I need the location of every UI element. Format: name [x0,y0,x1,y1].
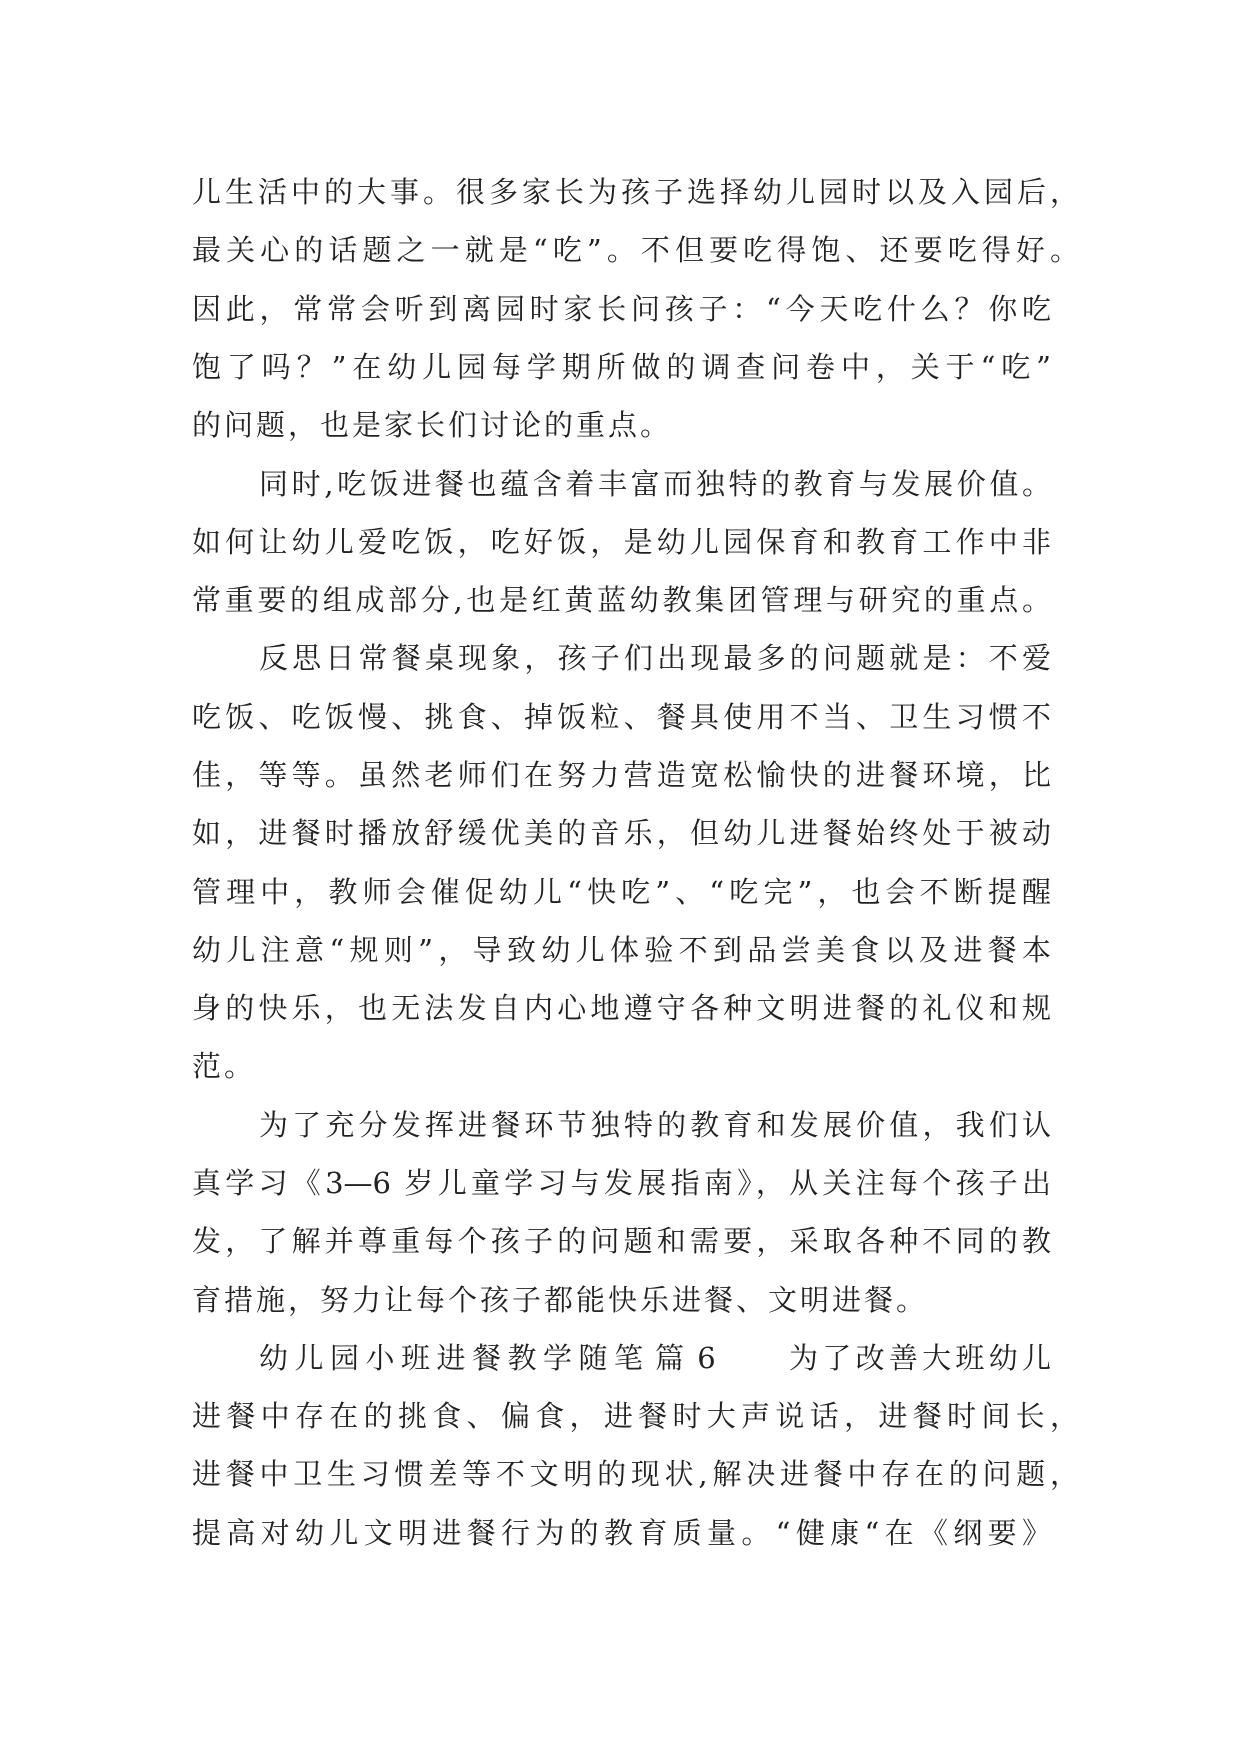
text-line: 如何让幼儿爱吃饭，吃好饭，是幼儿园保育和教育工作中非 [192,525,1051,559]
text-line: 进餐中存在的挑食、偏食，进餐时大声说话，进餐时间长， [192,1399,1079,1433]
text-line: 进餐中卫生习惯差等不文明的现状,解决进餐中存在的问题， [192,1457,1079,1491]
section-label: 篇 6 [655,1341,718,1375]
text-line: 最关心的话题之一就是“吃”。不但要吃得饱、还要吃得好。 [192,233,1079,267]
text-line: 如，进餐时播放舒缓优美的音乐，但幼儿进餐始终处于被动 [192,816,1051,850]
text-line: 真学习《3—6 岁儿童学习与发展指南》，从关注每个孩子出 [192,1166,1051,1200]
text-line: 发，了解并尊重每个孩子的问题和需要，采取各种不同的教 [192,1224,1051,1258]
section-title: 幼儿园小班进餐教学随笔 [259,1341,643,1375]
text-line: 吃饭、吃饭慢、挑食、掉饭粒、餐具使用不当、卫生习惯不 [192,700,1051,734]
text-line: 为了充分发挥进餐环节独特的教育和发展价值，我们认 [259,1108,1051,1142]
text-line: 育措施，努力让每个孩子都能快乐进餐、文明进餐。 [192,1283,929,1317]
text-line: 管理中，教师会催促幼儿“快吃”、“吃完”，也会不断提醒 [192,875,1051,909]
text-line: 因此，常常会听到离园时家长问孩子：“今天吃什么？你吃 [192,292,1051,326]
text-line: 饱了吗？”在幼儿园每学期所做的调查问卷中，关于“吃” [192,350,1051,384]
section-lead-text: 为了改善大班幼儿 [789,1341,1051,1375]
text-line: 的问题，也是家长们讨论的重点。 [192,408,673,442]
text-line: 同时,吃饭进餐也蕴含着丰富而独特的教育与发展价值。 [259,467,1051,501]
text-line: 提高对幼儿文明进餐行为的教育质量。“健康“在《纲要》 [192,1516,1051,1550]
text-line: 幼儿注意“规则”，导致幼儿体验不到品尝美食以及进餐本 [192,933,1051,967]
text-line: 身的快乐，也无法发自内心地遵守各种文明进餐的礼仪和规 [192,991,1051,1025]
text-line: 佳，等等。虽然老师们在努力营造宽松愉快的进餐环境，比 [192,758,1051,792]
text-line: 反思日常餐桌现象，孩子们出现最多的问题就是：不爱 [259,641,1051,675]
text-line: 常重要的组成部分,也是红黄蓝幼教集团管理与研究的重点。 [192,583,1051,617]
section-heading-line [259,1329,1051,1387]
text-line: 儿生活中的大事。很多家长为孩子选择幼儿园时以及入园后， [192,175,1079,209]
text-line: 范。 [192,1049,257,1083]
